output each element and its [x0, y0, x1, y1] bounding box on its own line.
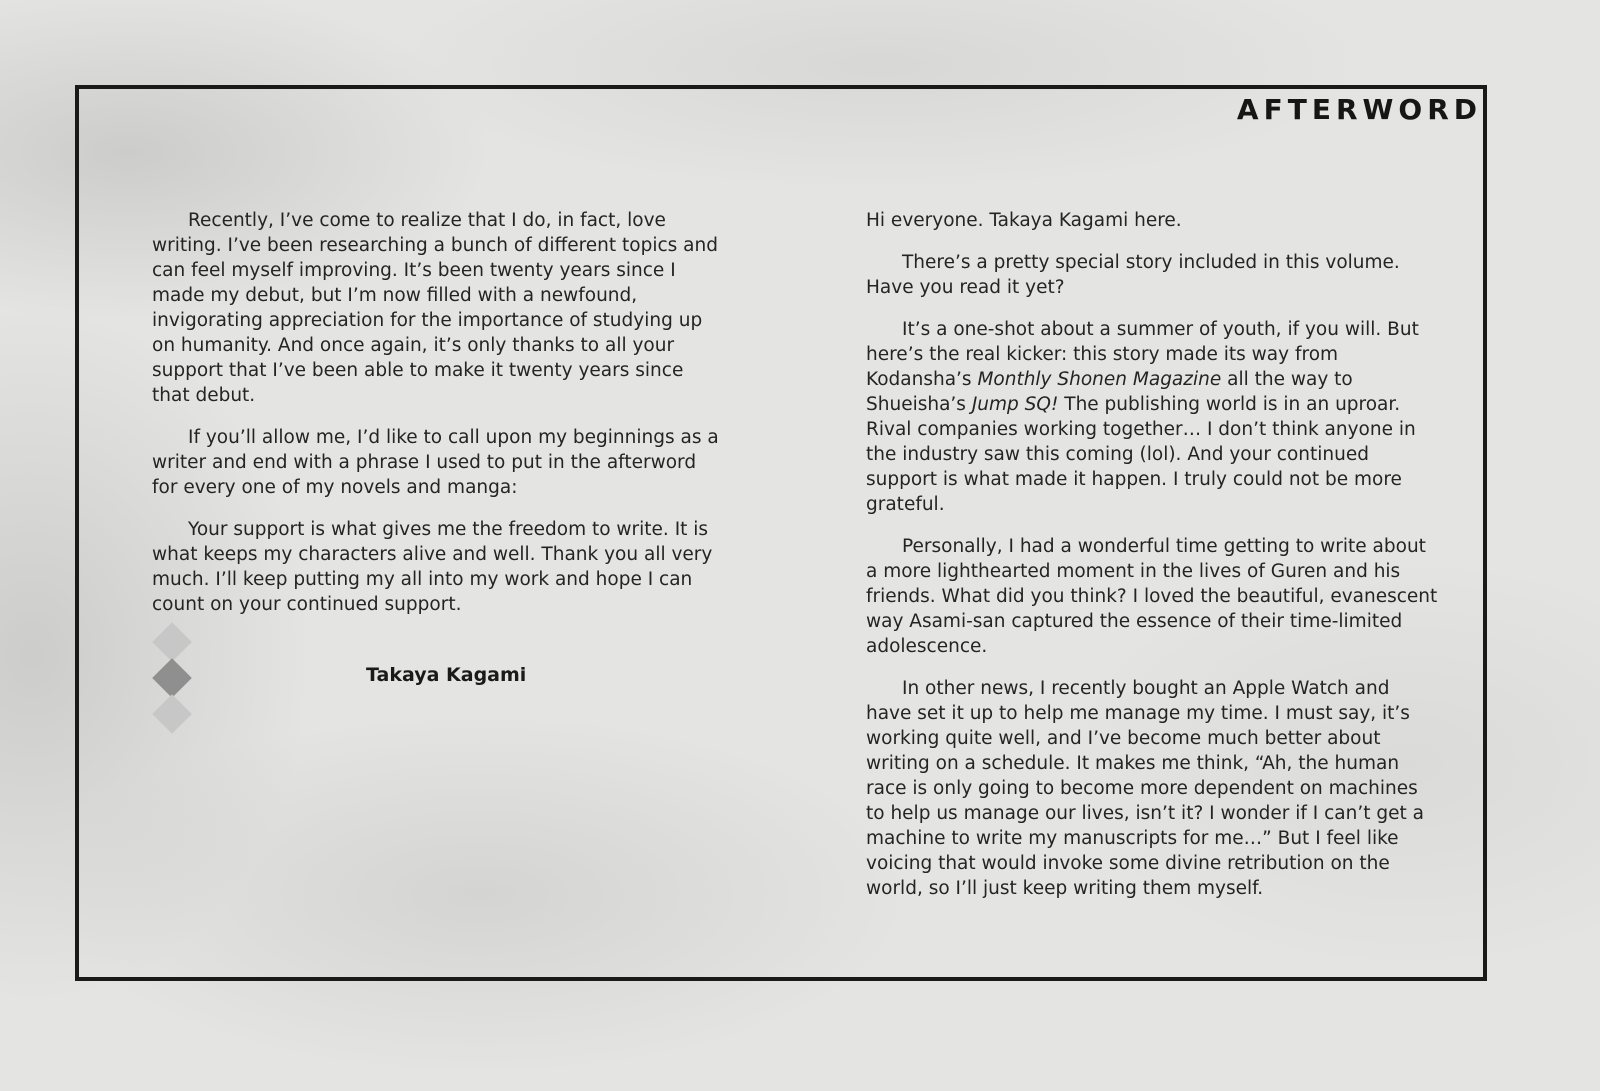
- left-paragraph-2: If you’ll allow me, I’d like to call upon my beginnings as a writer and end with a phrase I used to put in the afterword for every one of my novels and manga:: [152, 427, 719, 498]
- p3-text-a: It’s a one-shot about a summer of youth, if you will. But here’s the real kicker: this story made its way from Kodansha’s: [866, 319, 1419, 390]
- right-paragraph-5: In other news, I recently bought an Apple Watch and have set it up to help me manage my time. I must say, it’s working quite well, and I’ve become much better about writing on a schedule. It makes me think, “Ah, the human race is only going to become more dependent on machines to help us manage our lives, isn’t it? I wonder if I can’t get a machine to write my manuscripts for me…” But I feel like voicing that would invoke some divine retribution on the world, so I’ll just keep writing them myself.: [866, 678, 1424, 899]
- p3-text-c: The publishing world is in an uproar. Rival companies working together… I don’t think anyone in the industry saw this coming (lol). And your continued support is what made it happen. I truly could not be more grateful.: [866, 394, 1416, 515]
- right-paragraph-4: Personally, I had a wonderful time getting to write about a more lighthearted moment in the lives of Guren and his friends. What did you think? I loved the beautiful, evanescent way Asami-san captured the essence of their time-limited adolescence.: [866, 536, 1438, 657]
- left-column: [152, 208, 722, 634]
- right-paragraph-3: [866, 317, 1438, 517]
- p3-text-b: all the way to Shueisha’s: [866, 369, 1353, 415]
- left-paragraph-1: Recently, I’ve come to realize that I do, in fact, love writing. I’ve been researching a bunch of different topics and can feel myself improving. It’s been twenty years since I made my debut, but I’m now filled with a newfound, invigorating appreciation for the importance of studying up on humanity. And once again, it’s only thanks to all your support that I’ve been able to make it twenty years since that debut.: [152, 210, 718, 406]
- page-title: AFTERWORD: [1236, 93, 1482, 126]
- magazine-title-jump-sq: Jump SQ!: [971, 394, 1059, 415]
- left-paragraph-3: Your support is what gives me the freedom to write. It is what keeps my characters alive and well. Thank you all very much. I’ll keep putting my all into my work and hope I can count on your continued support.: [152, 519, 713, 615]
- magazine-title-monthly-shonen: Monthly Shonen Magazine: [977, 369, 1222, 390]
- right-column: [866, 208, 1438, 918]
- author-signature: Takaya Kagami: [366, 664, 527, 686]
- right-paragraph-2: There’s a pretty special story included in this volume. Have you read it yet?: [866, 252, 1400, 298]
- right-greeting: Hi everyone. Takaya Kagami here.: [866, 210, 1182, 231]
